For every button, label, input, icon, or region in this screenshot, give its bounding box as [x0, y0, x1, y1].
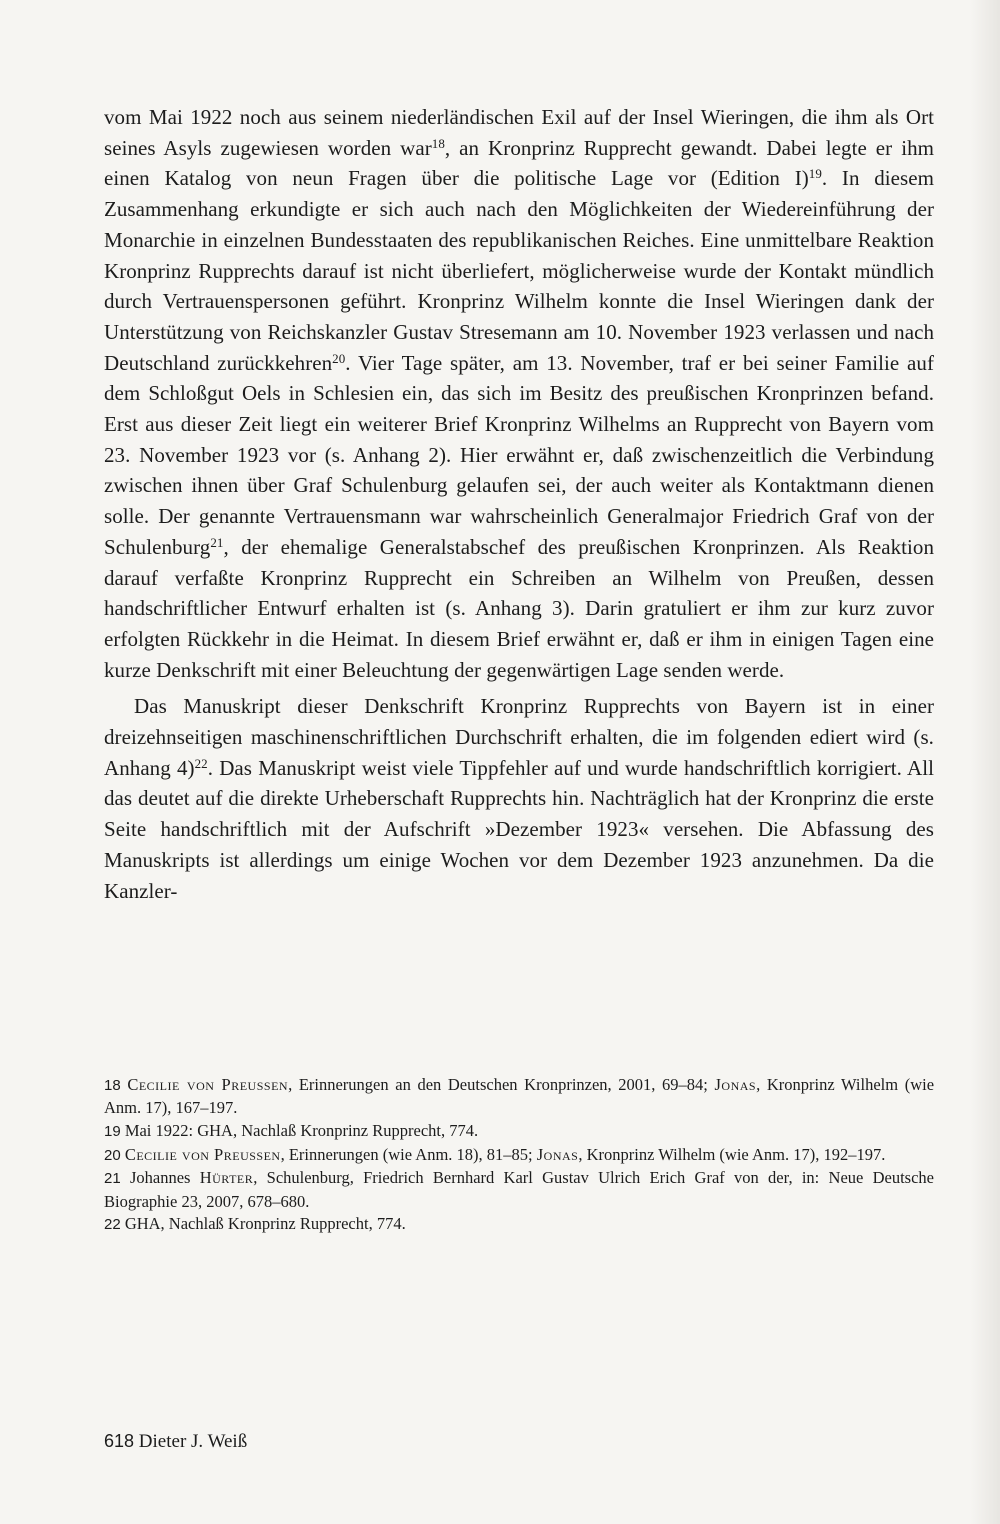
footnote-author: Jonas: [536, 1144, 579, 1164]
footnote-author: Jonas: [714, 1075, 757, 1094]
footnote-20: 20 Cecilie von Preussen, Erinnerungen (wie Anm. 18), 81–85; Jonas, Kronprinz Wilhelm (wie Anm. 17), 192–197.: [104, 1144, 886, 1164]
paragraph-2: Das Manuskript dieser Denkschrift Kronprinz Rupprechts von Bayern ist in einer dreizehnseitigen maschinenschriftlichen Durchschrift erhalten, die im folgenden ediert wird (s. Anhang 4)$^{22}$. Das Manuskript weist viele Tippfehler auf und wurde handschriftlich korrigiert. All das deutet auf die direkte Urheberschaft Rupprechts hin. Nachträglich hat der Kronprinz die erste Seite handschriftlich mit der Aufschrift »Dezember 1923« versehen. Die Abfassung des Manuskripts ist allerdings um einige Wochen vor dem Dezember 1923 anzunehmen. Da die Kanzler-: [104, 694, 934, 903]
footnote-number: 22: [104, 1216, 121, 1234]
footnote-ref-22[interactable]: 22: [194, 755, 208, 771]
footnote-21: 21 Johannes Hürter, Schulenburg, Friedrich Bernhard Karl Gustav Ulrich Erich Graf von der, in: Neue Deutsche Biographie 23, 2007, 678–680.: [104, 1168, 934, 1211]
footnote-author: Hürter: [199, 1168, 254, 1188]
page-number: 618: [104, 1431, 135, 1451]
footnote-author: Cecilie von Preussen: [124, 1144, 281, 1164]
paragraph-1: vom Mai 1922 noch aus seinem niederländischen Exil auf der Insel Wieringen, die ihm als Ort seines Asyls zugewiesen worden war$^{18}$, an Kronprinz Rupprecht gewandt. Dabei legte er ihm einen Katalog von neun Fragen über die politische Lage vor (Edition I)$^{19}$. In diesem Zusammenhang erkundigte er sich auch nach den Möglichkeiten der Wiedereinführung der Monarchie in einzelnen Bundesstaaten des republikanischen Reiches. Eine unmittelbare Reaktion Kronprinz Rupprechts darauf ist nicht überliefert, möglicherweise wurde der Kontakt mündlich durch Vertrauenspersonen geführt. Kronprinz Wilhelm konnte die Insel Wieringen dank der Unterstützung von Reichskanzler Gustav Stresemann am 10. November 1923 verlassen und nach Deutschland zurückkehren$^{20}$. Vier Tage später, am 13. November, traf er bei seiner Familie auf dem Schloßgut Oels in Schlesien ein, das sich im Besitz des preußischen Kronprinzen befand. Erst aus dieser Zeit liegt ein weiterer Brief Kronprinz Wilhelms an Rupprecht von Bayern vom 23. November 1923 vor (s. Anhang 2). Hier erwähnt er, daß zwischenzeitlich die Verbindung zwischen ihnen über Graf Schulenburg gelaufen sei, der auch weiter als Kontaktmann dienen solle. Der genannte Vertrauensmann war wahrscheinlich Generalmajor Friedrich Graf von der Schulenburg$^{21}$, der ehemalige Generalstabschef des preußischen Kronprinzen. Als Reaktion darauf verfaßte Kronprinz Rupprecht ein Schreiben an Wilhelm von Preußen, dessen handschriftlicher Entwurf erhalten ist (s. Anhang 3). Darin gratuliert er ihm zur kurz zuvor erfolgten Rückkehr in die Heimat. In diesem Brief erwähnt er, daß er ihm in einigen Tagen eine kurze Denkschrift mit einer Beleuchtung der gegenwärtigen Lage senden werde.: [104, 105, 935, 682]
footnotes: [104, 1074, 934, 1237]
running-author: Dieter J. Weiß: [138, 1431, 248, 1452]
footnote-number: 19: [104, 1122, 121, 1140]
page-footer: [104, 1431, 247, 1453]
footnote-ref-19[interactable]: 19: [808, 166, 822, 182]
footnote-22: 22 GHA, Nachlaß Kronprinz Rupprecht, 774.: [104, 1214, 406, 1234]
footnote-number: 21: [104, 1170, 121, 1188]
footnote-19: 19 Mai 1922: GHA, Nachlaß Kronprinz Rupprecht, 774.: [104, 1120, 479, 1140]
footnote-number: 20: [104, 1146, 121, 1164]
footnote-ref-18[interactable]: 18: [431, 135, 445, 151]
page-edge-shadow: [970, 0, 1000, 1524]
footnote-18: 18 Cecilie von Preussen, Erinnerungen an den Deutschen Kronprinzen, 2001, 69–84; Jonas, Kronprinz Wilhelm (wie Anm. 17), 167–197.: [104, 1075, 935, 1118]
footnote-ref-20[interactable]: 20: [332, 350, 346, 366]
footnote-ref-21[interactable]: 21: [210, 534, 224, 550]
footnote-author: Cecilie von Preussen: [127, 1075, 289, 1094]
main-text: [104, 102, 934, 906]
footnote-number: 18: [104, 1077, 121, 1094]
